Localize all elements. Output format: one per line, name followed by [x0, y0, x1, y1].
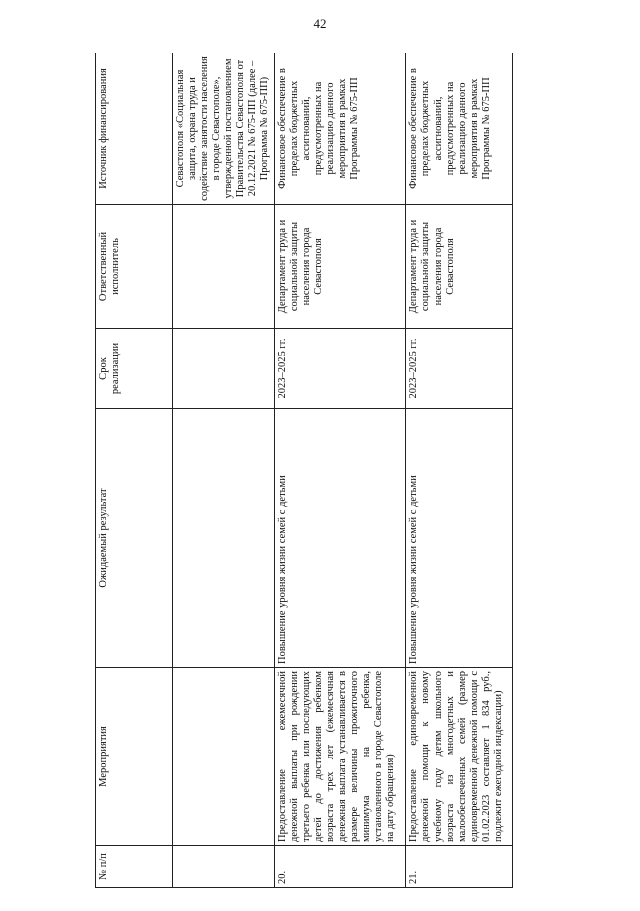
- header-num: № п/п: [96, 846, 173, 888]
- cell-result: Повышение уровня жизни семей с детьми: [274, 409, 406, 668]
- cell-executor: Департамент труда и социальной защиты населения города Севастополя: [406, 205, 513, 329]
- cell-num: 20.: [274, 846, 406, 888]
- cell-result: Повышение уровня жизни семей с детьми: [406, 409, 513, 668]
- table-row: [173, 53, 275, 888]
- program-events-table: [95, 53, 513, 888]
- header-result: Ожидаемый результат: [96, 409, 173, 668]
- cell-event: Предоставление единовременной денежной помощи к новому учебному году детям школьного возраста из многодетных и малообеспеченных семей (размер единовременной денежной помощи с 01.02.2023 составляет 1 834 руб., подлежит ежегодной индексации): [406, 668, 513, 846]
- cell-source: Финансовое обеспечение в пределах бюджетных ассигнований, предусмотренных на реализацию данного мероприятия в рамках Программы № 675-ПП: [274, 53, 406, 205]
- cell-source: Севастополя «Социальная защита, охрана труда и содействие занятости населения в городе Севастополе», утвержденной постановлением Правительства Севастополя от 20.12.2021 № 675-ПП (далее – Программа № 675-ПП): [173, 53, 275, 205]
- header-event: Мероприятия: [96, 668, 173, 846]
- cell-term: 2023–2025 гг.: [406, 329, 513, 409]
- table-row: [274, 53, 406, 888]
- cell-term: 2023–2025 гг.: [274, 329, 406, 409]
- header-term: Срок реализации: [96, 329, 173, 409]
- table-header-row: [96, 53, 173, 888]
- header-source: Источник финансирования: [96, 53, 173, 205]
- cell-source: Финансовое обеспечение в пределах бюджетных ассигнований, предусмотренных на реализацию данного мероприятия в рамках Программы № 675-ПП: [406, 53, 513, 205]
- cell-executor: [173, 205, 275, 329]
- rotated-table-frame: [95, 53, 513, 888]
- header-executor: Ответственный исполнитель: [96, 205, 173, 329]
- cell-result: [173, 409, 275, 668]
- page-number: 42: [313, 16, 327, 31]
- cell-executor: Департамент труда и социальной защиты населения города Севастополя: [274, 205, 406, 329]
- cell-term: [173, 329, 275, 409]
- rotated-table-container: [95, 53, 513, 888]
- cell-event: Предоставление ежемесячной денежной выплаты при рождении третьего ребенка или последующих детей до достижения ребенком возраста трех лет (ежемесячная денежная выплата устанавливается в размере величины прожиточного минимума на ребенка, установленного в городе Севастополе на дату обращения): [274, 668, 406, 846]
- cell-event: [173, 668, 275, 846]
- table-row: [406, 53, 513, 888]
- cell-num: 21.: [406, 846, 513, 888]
- cell-num: [173, 846, 275, 888]
